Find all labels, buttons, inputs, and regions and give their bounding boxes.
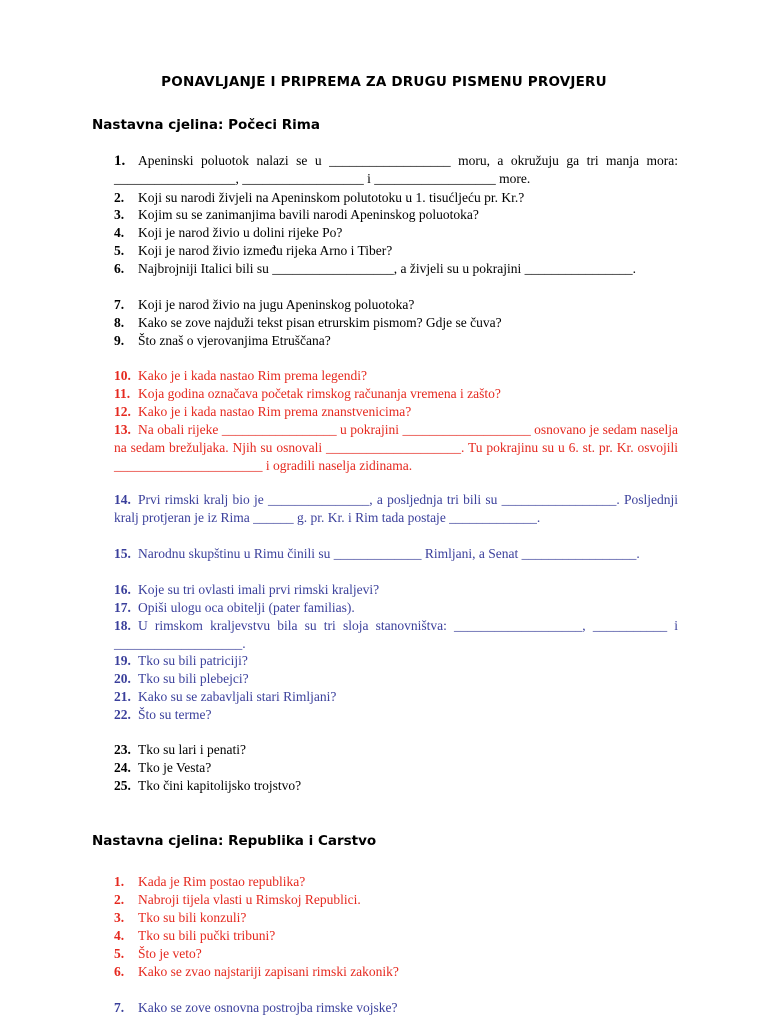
page-title: PONAVLJANJE I PRIPREMA ZA DRUGU PISMENU PROVJERU [161,74,607,90]
question-text: Tko su bili pučki tribuni? [138,928,276,943]
question-7 [114,296,678,314]
question-text: Kako je i kada nastao Rim prema legendi? [138,368,368,383]
section-heading-republika-i-carstvo: Nastavna cjelina: Republika i Carstvo [92,833,377,849]
question-number: 10. [114,368,131,383]
question-5 [114,242,678,260]
question-text: Što je veto? [138,946,202,961]
question-8 [114,314,678,332]
question-1 [114,152,678,188]
question-number: 24. [114,760,131,775]
question-text: Prvi rimski kralj bio je _______________, a posljednja tri bili su _________________. Posljednji kralj protjeran je iz Rima ______ g. pr. Kr. i Rim tada postaje _____________. [114,492,678,525]
question-12 [114,403,678,421]
question-number: 3. [114,207,125,222]
question-text: Tko su lari i penati? [138,742,246,757]
question-number: 6. [114,261,125,276]
question-number: 21. [114,689,131,704]
question-number: 3. [114,910,125,925]
question-text: Tko čini kapitolijsko trojstvo? [138,778,302,793]
question-10 [114,367,678,385]
question-number: 19. [114,653,131,668]
question-15 [114,545,678,563]
question-number: 8. [114,315,125,330]
question-number: 1. [114,874,125,889]
question-number: 2. [114,190,125,205]
question-text: Kada je Rim postao republika? [138,874,306,889]
question-number: 11. [114,386,131,401]
question-number: 7. [114,1000,125,1015]
question-text: Apeninski poluotok nalazi se u __________________ moru, a okružuju ga tri manja mora: __________________, __________________ i __________________ more. [114,153,678,186]
question-3 [114,206,678,224]
question-number: 14. [114,492,131,507]
question-text: Kako se zvao najstariji zapisani rimski zakonik? [138,964,399,979]
question-11 [114,385,678,403]
question-14 [114,491,678,527]
question-13 [114,421,678,475]
question-number: 6. [114,964,125,979]
question-23 [114,741,678,759]
question-number: 16. [114,582,131,597]
question-text: Koji su narodi živjeli na Apeninskom polutotoku u 1. tisućljeću pr. Kr.? [138,190,525,205]
question-number: 12. [114,404,131,419]
question-17 [114,599,678,617]
section-heading-poceci-rima: Nastavna cjelina: Počeci Rima [92,117,320,133]
question-text: U rimskom kraljevstvu bila su tri sloja stanovništva: ___________________, ___________ i ___________________. [114,618,678,651]
question-text: Opiši ulogu oca obitelji (pater familias). [138,600,355,615]
question-number: 9. [114,333,125,348]
question-19 [114,652,678,670]
question-text: Koji je narod živio između rijeka Arno i Tiber? [138,243,393,258]
question-text: Kako je i kada nastao Rim prema znanstvenicima? [138,404,412,419]
question-2 [114,189,678,207]
question-text: Kako se zove najduži tekst pisan etrurskim pismom? Gdje se čuva? [138,315,502,330]
question-number: 4. [114,225,125,240]
question-text: Najbrojniji Italici bili su __________________, a živjeli su u pokrajini ________________. [138,261,636,276]
question-text: Tko su bili patriciji? [138,653,248,668]
question-number: 20. [114,671,131,686]
question-text: Kojim su se zanimanjima bavili narodi Apeninskog poluotoka? [138,207,479,222]
question-r1 [114,873,678,891]
question-4 [114,224,678,242]
question-number: 15. [114,546,131,561]
question-number: 23. [114,742,131,757]
question-text: Tko su bili plebejci? [138,671,249,686]
question-text: Koje su tri ovlasti imali prvi rimski kraljevi? [138,582,380,597]
question-r7 [114,999,678,1017]
question-text: Tko su bili konzuli? [138,910,247,925]
question-r3 [114,909,678,927]
question-number: 7. [114,297,125,312]
question-9 [114,332,678,350]
question-r2 [114,891,678,909]
question-text: Koja godina označava početak rimskog računanja vremena i zašto? [138,386,501,401]
question-number: 25. [114,778,131,793]
question-number: 22. [114,707,131,722]
question-24 [114,759,678,777]
question-22 [114,706,678,724]
question-number: 2. [114,892,125,907]
question-20 [114,670,678,688]
question-text: Što su terme? [138,707,212,722]
question-number: 4. [114,928,125,943]
question-r6 [114,963,678,981]
question-number: 1. [114,153,126,169]
question-text: Na obali rijeke _________________ u pokrajini ___________________ osnovano je sedam naselja na sedam brežuljaka. Njih su osnovali ____________________. Tu pokrajinu su u 6. st. pr. Kr. osvojili ______________________ i ogradili naselja zidinama. [114,422,678,473]
question-6 [114,260,678,278]
question-r5 [114,945,678,963]
question-number: 18. [114,618,131,633]
question-25 [114,777,678,795]
question-text: Što znaš o vjerovanjima Etruščana? [138,333,331,348]
question-text: Narodnu skupštinu u Rimu činili su _____________ Rimljani, a Senat _________________. [138,546,640,561]
question-number: 5. [114,243,125,258]
question-text: Tko je Vesta? [138,760,212,775]
question-number: 13. [114,422,131,437]
question-number: 17. [114,600,131,615]
question-21 [114,688,678,706]
question-text: Koji je narod živio u dolini rijeke Po? [138,225,343,240]
question-number: 5. [114,946,125,961]
question-text: Nabroji tijela vlasti u Rimskoj Republici. [138,892,361,907]
question-text: Koji je narod živio na jugu Apeninskog poluotoka? [138,297,415,312]
question-r4 [114,927,678,945]
question-text: Kako su se zabavljali stari Rimljani? [138,689,337,704]
question-16 [114,581,678,599]
question-18 [114,617,678,653]
question-text: Kako se zove osnovna postrojba rimske vojske? [138,1000,398,1015]
